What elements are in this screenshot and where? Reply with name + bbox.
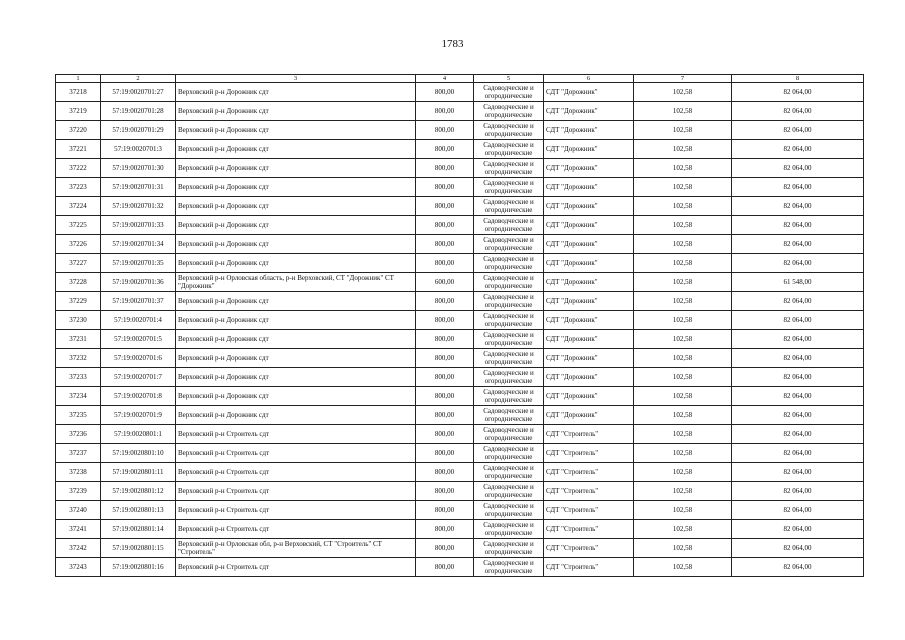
cadastral-number-cell: 57:19:0020701:29	[101, 121, 176, 140]
land-use-cell: Садоводческие и огороднические	[474, 406, 544, 425]
cadastral-number-cell: 57:19:0020801:12	[101, 482, 176, 501]
owner-cell: СДТ "Дорожник"	[544, 387, 634, 406]
row-number-cell: 37223	[56, 178, 101, 197]
land-use-cell: Садоводческие и огороднические	[474, 102, 544, 121]
address-cell: Верховский р-н Строитель сдт	[176, 463, 416, 482]
owner-cell: СДТ "Строитель"	[544, 482, 634, 501]
area-cell: 800,00	[416, 311, 474, 330]
land-use-cell: Садоводческие и огороднические	[474, 83, 544, 102]
cadastral-number-cell: 57:19:0020801:10	[101, 444, 176, 463]
owner-cell: СДТ "Строитель"	[544, 520, 634, 539]
row-number-cell: 37232	[56, 349, 101, 368]
specific-value-cell: 102,58	[634, 444, 732, 463]
land-use-cell: Садоводческие и огороднические	[474, 425, 544, 444]
table-row	[56, 159, 864, 178]
cadastral-value-cell: 82 064,00	[732, 539, 864, 558]
address-cell: Верховский р-н Дорожник сдт	[176, 121, 416, 140]
address-cell: Верховский р-н Дорожник сдт	[176, 140, 416, 159]
area-cell: 800,00	[416, 349, 474, 368]
specific-value-cell: 102,58	[634, 349, 732, 368]
owner-cell: СДТ "Строитель"	[544, 463, 634, 482]
area-cell: 800,00	[416, 121, 474, 140]
table-row	[56, 425, 864, 444]
table-row	[56, 273, 864, 292]
row-number-cell: 37224	[56, 197, 101, 216]
table-row	[56, 83, 864, 102]
row-number-cell: 37227	[56, 254, 101, 273]
cadastral-number-cell: 57:19:0020701:37	[101, 292, 176, 311]
cadastral-value-cell: 82 064,00	[732, 330, 864, 349]
table-row	[56, 482, 864, 501]
cadastral-number-cell: 57:19:0020701:32	[101, 197, 176, 216]
row-number-cell: 37226	[56, 235, 101, 254]
address-cell: Верховский р-н Дорожник сдт	[176, 349, 416, 368]
table-row	[56, 387, 864, 406]
address-cell: Верховский р-н Дорожник сдт	[176, 159, 416, 178]
owner-cell: СДТ "Дорожник"	[544, 197, 634, 216]
row-number-cell: 37228	[56, 273, 101, 292]
row-number-cell: 37230	[56, 311, 101, 330]
cadastral-number-cell: 57:19:0020801:16	[101, 558, 176, 577]
owner-cell: СДТ "Строитель"	[544, 501, 634, 520]
specific-value-cell: 102,58	[634, 463, 732, 482]
specific-value-cell: 102,58	[634, 178, 732, 197]
row-number-cell: 37220	[56, 121, 101, 140]
cadastral-value-cell: 82 064,00	[732, 520, 864, 539]
row-number-cell: 37240	[56, 501, 101, 520]
address-cell: Верховский р-н Дорожник сдт	[176, 368, 416, 387]
owner-cell: СДТ "Дорожник"	[544, 83, 634, 102]
cadastral-number-cell: 57:19:0020701:34	[101, 235, 176, 254]
area-cell: 800,00	[416, 330, 474, 349]
cadastral-value-cell: 82 064,00	[732, 140, 864, 159]
cadastral-value-cell: 82 064,00	[732, 368, 864, 387]
cadastral-number-cell: 57:19:0020701:30	[101, 159, 176, 178]
cadastral-value-cell: 82 064,00	[732, 197, 864, 216]
owner-cell: СДТ "Дорожник"	[544, 140, 634, 159]
specific-value-cell: 102,58	[634, 520, 732, 539]
column-number-cell: 1	[56, 75, 101, 83]
specific-value-cell: 102,58	[634, 254, 732, 273]
table-row	[56, 558, 864, 577]
specific-value-cell: 102,58	[634, 368, 732, 387]
cadastral-value-cell: 82 064,00	[732, 463, 864, 482]
address-cell: Верховский р-н Дорожник сдт	[176, 197, 416, 216]
cadastral-value-cell: 82 064,00	[732, 425, 864, 444]
specific-value-cell: 102,58	[634, 159, 732, 178]
table-row	[56, 216, 864, 235]
owner-cell: СДТ "Строитель"	[544, 425, 634, 444]
area-cell: 800,00	[416, 102, 474, 121]
table-row	[56, 463, 864, 482]
cadastral-value-cell: 82 064,00	[732, 501, 864, 520]
land-use-cell: Садоводческие и огороднические	[474, 539, 544, 558]
address-cell: Верховский р-н Дорожник сдт	[176, 216, 416, 235]
table-row	[56, 368, 864, 387]
area-cell: 800,00	[416, 387, 474, 406]
cadastral-number-cell: 57:19:0020701:9	[101, 406, 176, 425]
land-use-cell: Садоводческие и огороднические	[474, 520, 544, 539]
area-cell: 800,00	[416, 463, 474, 482]
area-cell: 800,00	[416, 254, 474, 273]
land-use-cell: Садоводческие и огороднические	[474, 387, 544, 406]
cadastral-number-cell: 57:19:0020801:14	[101, 520, 176, 539]
cadastral-number-cell: 57:19:0020801:1	[101, 425, 176, 444]
row-number-cell: 37236	[56, 425, 101, 444]
column-number-cell: 5	[474, 75, 544, 83]
cadastral-value-cell: 82 064,00	[732, 178, 864, 197]
column-number-header-row	[56, 75, 864, 83]
land-use-cell: Садоводческие и огороднические	[474, 368, 544, 387]
cadastral-number-cell: 57:19:0020801:13	[101, 501, 176, 520]
area-cell: 800,00	[416, 292, 474, 311]
cadastral-value-cell: 82 064,00	[732, 235, 864, 254]
column-number-cell: 2	[101, 75, 176, 83]
cadastral-number-cell: 57:19:0020801:15	[101, 539, 176, 558]
owner-cell: СДТ "Дорожник"	[544, 102, 634, 121]
owner-cell: СДТ "Строитель"	[544, 539, 634, 558]
row-number-cell: 37237	[56, 444, 101, 463]
row-number-cell: 37233	[56, 368, 101, 387]
cadastral-number-cell: 57:19:0020701:4	[101, 311, 176, 330]
address-cell: Верховский р-н Орловская обл, р-н Верховский, СТ "Строитель" СТ "Строитель"	[176, 539, 416, 558]
owner-cell: СДТ "Дорожник"	[544, 406, 634, 425]
row-number-cell: 37241	[56, 520, 101, 539]
cadastral-value-cell: 82 064,00	[732, 121, 864, 140]
address-cell: Верховский р-н Строитель сдт	[176, 501, 416, 520]
cadastral-value-cell: 82 064,00	[732, 349, 864, 368]
owner-cell: СДТ "Дорожник"	[544, 330, 634, 349]
specific-value-cell: 102,58	[634, 501, 732, 520]
address-cell: Верховский р-н Строитель сдт	[176, 558, 416, 577]
table-row	[56, 444, 864, 463]
address-cell: Верховский р-н Дорожник сдт	[176, 254, 416, 273]
owner-cell: СДТ "Дорожник"	[544, 178, 634, 197]
row-number-cell: 37242	[56, 539, 101, 558]
owner-cell: СДТ "Дорожник"	[544, 292, 634, 311]
specific-value-cell: 102,58	[634, 330, 732, 349]
address-cell: Верховский р-н Дорожник сдт	[176, 235, 416, 254]
table-row	[56, 102, 864, 121]
row-number-cell: 37225	[56, 216, 101, 235]
address-cell: Верховский р-н Орловская область, р-н Верховский, СТ "Дорожник" СТ "Дорожник"	[176, 273, 416, 292]
land-use-cell: Садоводческие и огороднические	[474, 197, 544, 216]
cadastral-number-cell: 57:19:0020701:33	[101, 216, 176, 235]
address-cell: Верховский р-н Строитель сдт	[176, 482, 416, 501]
owner-cell: СДТ "Строитель"	[544, 558, 634, 577]
row-number-cell: 37229	[56, 292, 101, 311]
area-cell: 800,00	[416, 482, 474, 501]
cadastral-number-cell: 57:19:0020701:31	[101, 178, 176, 197]
table-row	[56, 254, 864, 273]
cadastral-number-cell: 57:19:0020701:27	[101, 83, 176, 102]
area-cell: 800,00	[416, 83, 474, 102]
area-cell: 800,00	[416, 235, 474, 254]
row-number-cell: 37219	[56, 102, 101, 121]
column-number-cell: 8	[732, 75, 864, 83]
table-row	[56, 406, 864, 425]
table-row	[56, 501, 864, 520]
address-cell: Верховский р-н Строитель сдт	[176, 520, 416, 539]
owner-cell: СДТ "Дорожник"	[544, 235, 634, 254]
land-use-cell: Садоводческие и огороднические	[474, 482, 544, 501]
table-row	[56, 178, 864, 197]
owner-cell: СДТ "Дорожник"	[544, 368, 634, 387]
land-use-cell: Садоводческие и огороднические	[474, 444, 544, 463]
specific-value-cell: 102,58	[634, 102, 732, 121]
cadastral-number-cell: 57:19:0020701:7	[101, 368, 176, 387]
specific-value-cell: 102,58	[634, 216, 732, 235]
table-row	[56, 349, 864, 368]
owner-cell: СДТ "Дорожник"	[544, 311, 634, 330]
area-cell: 800,00	[416, 444, 474, 463]
row-number-cell: 37221	[56, 140, 101, 159]
row-number-cell: 37238	[56, 463, 101, 482]
table-row	[56, 197, 864, 216]
column-number-cell: 3	[176, 75, 416, 83]
address-cell: Верховский р-н Дорожник сдт	[176, 178, 416, 197]
registry-table	[55, 74, 864, 577]
column-number-cell: 7	[634, 75, 732, 83]
address-cell: Верховский р-н Строитель сдт	[176, 444, 416, 463]
land-use-cell: Садоводческие и огороднические	[474, 463, 544, 482]
cadastral-number-cell: 57:19:0020701:36	[101, 273, 176, 292]
cadastral-number-cell: 57:19:0020701:28	[101, 102, 176, 121]
specific-value-cell: 102,58	[634, 140, 732, 159]
owner-cell: СДТ "Строитель"	[544, 444, 634, 463]
specific-value-cell: 102,58	[634, 406, 732, 425]
specific-value-cell: 102,58	[634, 273, 732, 292]
land-use-cell: Садоводческие и огороднические	[474, 159, 544, 178]
land-use-cell: Садоводческие и огороднические	[474, 254, 544, 273]
land-use-cell: Садоводческие и огороднические	[474, 121, 544, 140]
specific-value-cell: 102,58	[634, 292, 732, 311]
specific-value-cell: 102,58	[634, 83, 732, 102]
area-cell: 800,00	[416, 216, 474, 235]
table-row	[56, 539, 864, 558]
row-number-cell: 37239	[56, 482, 101, 501]
specific-value-cell: 102,58	[634, 425, 732, 444]
owner-cell: СДТ "Дорожник"	[544, 349, 634, 368]
specific-value-cell: 102,58	[634, 482, 732, 501]
owner-cell: СДТ "Дорожник"	[544, 273, 634, 292]
cadastral-number-cell: 57:19:0020701:35	[101, 254, 176, 273]
address-cell: Верховский р-н Дорожник сдт	[176, 311, 416, 330]
owner-cell: СДТ "Дорожник"	[544, 159, 634, 178]
row-number-cell: 37231	[56, 330, 101, 349]
cadastral-value-cell: 82 064,00	[732, 311, 864, 330]
cadastral-number-cell: 57:19:0020701:8	[101, 387, 176, 406]
land-use-cell: Садоводческие и огороднические	[474, 330, 544, 349]
table-row	[56, 235, 864, 254]
address-cell: Верховский р-н Дорожник сдт	[176, 292, 416, 311]
cadastral-number-cell: 57:19:0020701:5	[101, 330, 176, 349]
cadastral-value-cell: 82 064,00	[732, 444, 864, 463]
table-row	[56, 330, 864, 349]
land-use-cell: Садоводческие и огороднические	[474, 501, 544, 520]
cadastral-value-cell: 82 064,00	[732, 216, 864, 235]
area-cell: 800,00	[416, 140, 474, 159]
specific-value-cell: 102,58	[634, 387, 732, 406]
cadastral-value-cell: 82 064,00	[732, 83, 864, 102]
specific-value-cell: 102,58	[634, 539, 732, 558]
row-number-cell: 37234	[56, 387, 101, 406]
area-cell: 800,00	[416, 558, 474, 577]
area-cell: 800,00	[416, 159, 474, 178]
area-cell: 800,00	[416, 197, 474, 216]
area-cell: 600,00	[416, 273, 474, 292]
owner-cell: СДТ "Дорожник"	[544, 121, 634, 140]
row-number-cell: 37235	[56, 406, 101, 425]
cadastral-value-cell: 82 064,00	[732, 292, 864, 311]
land-use-cell: Садоводческие и огороднические	[474, 140, 544, 159]
owner-cell: СДТ "Дорожник"	[544, 216, 634, 235]
cadastral-value-cell: 82 064,00	[732, 159, 864, 178]
land-use-cell: Садоводческие и огороднические	[474, 292, 544, 311]
address-cell: Верховский р-н Дорожник сдт	[176, 83, 416, 102]
cadastral-value-cell: 82 064,00	[732, 254, 864, 273]
address-cell: Верховский р-н Дорожник сдт	[176, 387, 416, 406]
table-row	[56, 292, 864, 311]
cadastral-value-cell: 82 064,00	[732, 102, 864, 121]
address-cell: Верховский р-н Строитель сдт	[176, 425, 416, 444]
table-row	[56, 140, 864, 159]
area-cell: 800,00	[416, 368, 474, 387]
specific-value-cell: 102,58	[634, 121, 732, 140]
land-use-cell: Садоводческие и огороднические	[474, 273, 544, 292]
address-cell: Верховский р-н Дорожник сдт	[176, 330, 416, 349]
column-number-cell: 4	[416, 75, 474, 83]
cadastral-value-cell: 82 064,00	[732, 387, 864, 406]
owner-cell: СДТ "Дорожник"	[544, 254, 634, 273]
column-number-cell: 6	[544, 75, 634, 83]
cadastral-number-cell: 57:19:0020701:6	[101, 349, 176, 368]
table-body	[56, 75, 864, 577]
cadastral-number-cell: 57:19:0020701:3	[101, 140, 176, 159]
specific-value-cell: 102,58	[634, 235, 732, 254]
cadastral-number-cell: 57:19:0020801:11	[101, 463, 176, 482]
land-use-cell: Садоводческие и огороднические	[474, 216, 544, 235]
row-number-cell: 37218	[56, 83, 101, 102]
row-number-cell: 37222	[56, 159, 101, 178]
land-use-cell: Садоводческие и огороднические	[474, 311, 544, 330]
area-cell: 800,00	[416, 406, 474, 425]
cadastral-value-cell: 82 064,00	[732, 558, 864, 577]
page-number: 1783	[441, 38, 464, 50]
cadastral-value-cell: 61 548,00	[732, 273, 864, 292]
specific-value-cell: 102,58	[634, 197, 732, 216]
land-use-cell: Садоводческие и огороднические	[474, 178, 544, 197]
specific-value-cell: 102,58	[634, 311, 732, 330]
row-number-cell: 37243	[56, 558, 101, 577]
area-cell: 800,00	[416, 425, 474, 444]
cadastral-value-cell: 82 064,00	[732, 482, 864, 501]
land-use-cell: Садоводческие и огороднические	[474, 349, 544, 368]
land-use-cell: Садоводческие и огороднические	[474, 235, 544, 254]
area-cell: 800,00	[416, 520, 474, 539]
specific-value-cell: 102,58	[634, 558, 732, 577]
area-cell: 800,00	[416, 539, 474, 558]
table-row	[56, 520, 864, 539]
cadastral-value-cell: 82 064,00	[732, 406, 864, 425]
table-row	[56, 121, 864, 140]
address-cell: Верховский р-н Дорожник сдт	[176, 406, 416, 425]
area-cell: 800,00	[416, 178, 474, 197]
address-cell: Верховский р-н Дорожник сдт	[176, 102, 416, 121]
land-use-cell: Садоводческие и огороднические	[474, 558, 544, 577]
area-cell: 800,00	[416, 501, 474, 520]
table-row	[56, 311, 864, 330]
